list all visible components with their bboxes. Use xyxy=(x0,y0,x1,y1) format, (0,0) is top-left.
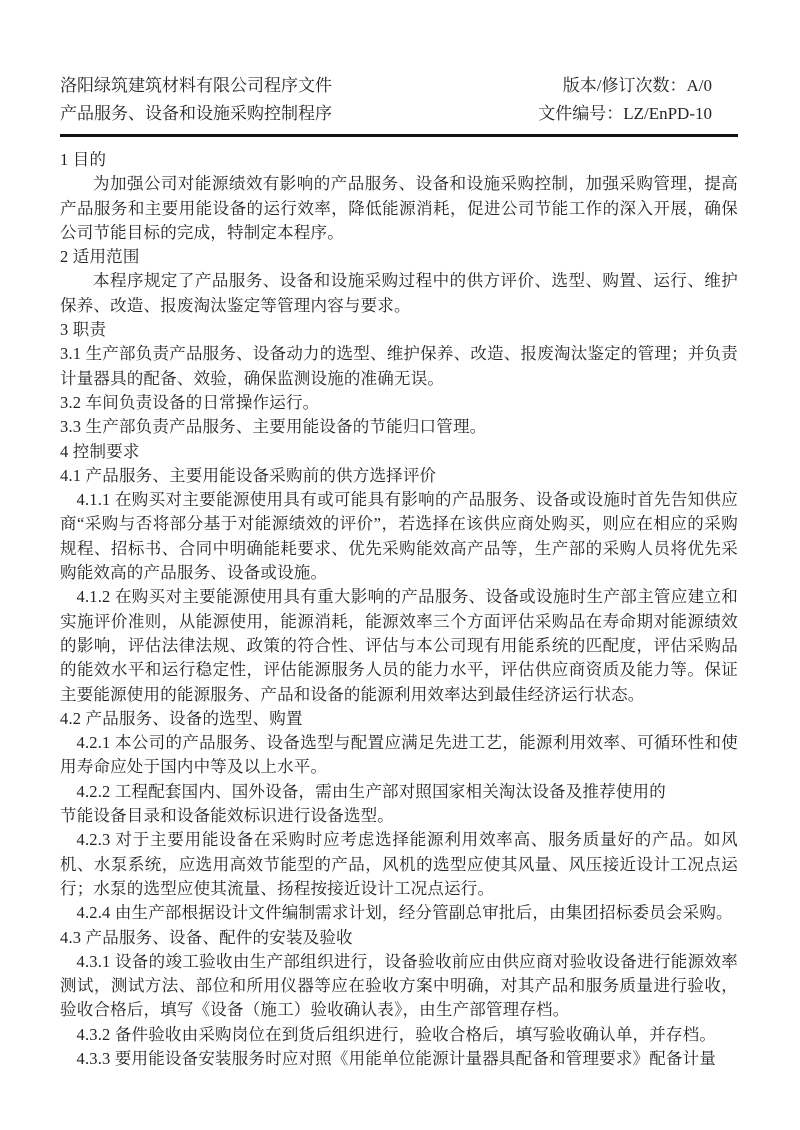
document-title: 产品服务、设备和设施采购控制程序 xyxy=(60,104,332,123)
paragraph: 4.2.4 由生产部根据设计文件编制需求计划，经分管副总审批后，由集团招标委员会采购。 xyxy=(76,903,733,923)
paragraph: 4.3.3 要用能设备安装服务时应对照《用能单位能源计量器具配备和管理要求》配备计量 xyxy=(76,1048,717,1068)
paragraph: 节能设备目录和设备能效标识进行设备选型。 xyxy=(60,806,394,826)
paragraph: 4.3.1 设备的竣工验收由生产部组织进行，设备验收前应由供应商对验收设备进行能源效率测试，测试方法、部位和所用仪器等应在验收方案中明确，对其产品和服务质量进行验收，验收合格后，填写《设备（施工）验收确认表》，由生产部管理存档。 xyxy=(60,951,738,1020)
paragraph: 4 控制要求 xyxy=(60,441,140,461)
header-left-column xyxy=(60,72,332,128)
paragraph: 为加强公司对能源绩效有影响的产品服务、设备和设施采购控制，加强采购管理，提高产品服务和主要用能设备的运行效率，降低能源消耗，促进公司节能工作的深入开展，确保公司节能目标的完成，特制定本程序。 xyxy=(60,174,738,242)
company-name: 洛阳绿筑建筑材料有限公司程序文件 xyxy=(60,76,332,95)
document-body xyxy=(60,148,738,1071)
paragraph: 3.2 车间负责设备的日常操作运行。 xyxy=(60,392,320,412)
paragraph: 4.3 产品服务、设备、配件的安装及验收 xyxy=(60,927,353,947)
paragraph: 4.2.2 工程配套国内、国外设备，需由生产部对照国家相关淘汰设备及推荐使用的 xyxy=(76,781,666,801)
paragraph: 3.3 生产部负责产品服务、主要用能设备的节能归口管理。 xyxy=(60,417,487,437)
document-number: 文件编号：LZ/EnPD-10 xyxy=(538,104,712,123)
header-right-column xyxy=(538,72,738,128)
paragraph: 4.2.3 对于主要用能设备在采购时应考虑选择能源利用效率高、服务质量好的产品。如风机、水泵系统，应选用高效节能型的产品，风机的选型应使其风量、风压接近设计工况点运行；水泵的选型应使其流量、扬程按接近设计工况点运行。 xyxy=(60,830,738,898)
paragraph: 1 目的 xyxy=(60,150,107,169)
version-revision: 版本/修订次数：A/0 xyxy=(562,76,712,95)
paragraph: 4.1 产品服务、主要用能设备采购前的供方选择评价 xyxy=(60,465,437,485)
paragraph: 4.3.2 备件验收由采购岗位在到货后组织进行，验收合格后，填写验收确认单，并存档。 xyxy=(76,1024,717,1044)
header-divider xyxy=(60,134,738,137)
paragraph: 3 职责 xyxy=(60,320,107,340)
paragraph: 4.1.2 在购买对主要能源使用具有重大影响的产品服务、设备或设施时生产部主管应建立和实施评价准则，从能源使用，能源消耗，能源效率三个方面评估采购品在寿命期对能源绩效的影响，评估法律法规、政策的符合性、评估与本公司现有用能系统的匹配度，评估采购品的能效水平和运行稳定性，评估能源服务人员的能力水平，评估供应商资质及能力等。保证主要能源使用的能源服务、产品和设备的能源利用效率达到最佳经济运行状态。 xyxy=(60,587,738,704)
document-header xyxy=(60,72,738,128)
paragraph: 4.2.1 本公司的产品服务、设备选型与配置应满足先进工艺，能源利用效率、可循环性和使用寿命应处于国内中等及以上水平。 xyxy=(60,733,738,777)
paragraph: 3.1 生产部负责产品服务、设备动力的选型、维护保养、改造、报废淘汰鉴定的管理；并负责计量器具的配备、效验，确保监测设施的准确无误。 xyxy=(60,344,738,388)
paragraph: 4.2 产品服务、设备的选型、购置 xyxy=(60,708,303,728)
paragraph: 本程序规定了产品服务、设备和设施采购过程中的供方评价、选型、购置、运行、维护保养、改造、报废淘汰鉴定等管理内容与要求。 xyxy=(60,271,738,315)
paragraph: 2 适用范围 xyxy=(60,247,140,267)
paragraph: 4.1.1 在购买对主要能源使用具有或可能具有影响的产品服务、设备或设施时首先告知供应商“采购与否将部分基于对能源绩效的评价”，若选择在该供应商处购买，则应在相应的采购规程、招标书、合同中明确能耗要求、优先采购能效高产品等，生产部的采购人员将优先采购能效高的产品服务、设备或设施。 xyxy=(60,490,738,583)
